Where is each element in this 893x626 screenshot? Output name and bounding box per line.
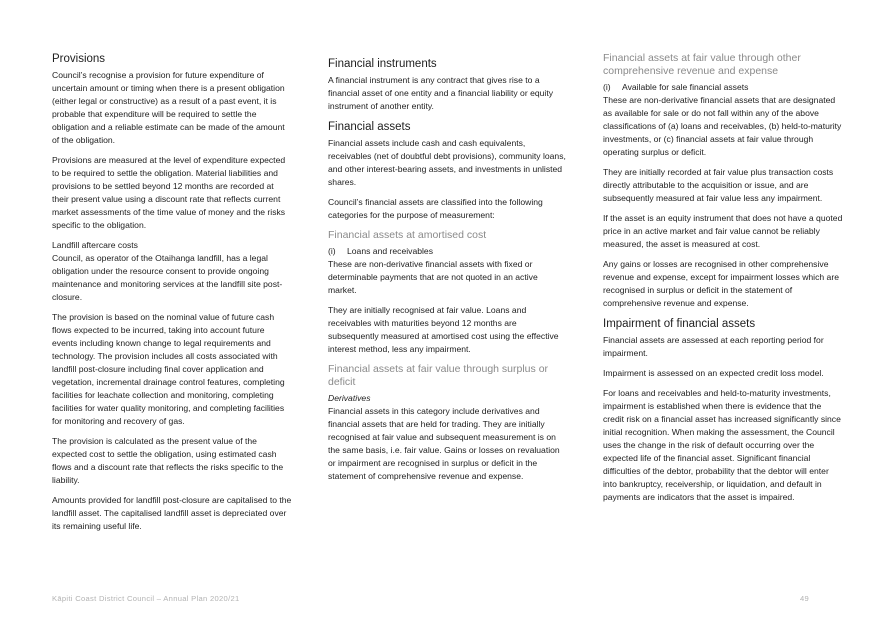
- financial-assets-heading: Financial assets: [328, 121, 411, 133]
- amortised-cost-heading: Financial assets at amortised cost: [328, 229, 487, 241]
- provisions-paragraph-2: Provisions are measured at the level of expenditure expected to be required to settle the obligation. Material liabilities and provisions to be settled beyond 12 months are recorded at their present value using a discount rate that reflects current market assessments of the time value of money and the risks specific to the obligation.: [52, 155, 286, 230]
- landfill-paragraph-2: The provision is based on the nominal value of future cash flows expected to be incurred, taking into account future events including known change to legal requirements and technology. The provision includes all costs associated with landfill post-closure including final cover application and vegetation, incremental drainage control features, completing facilities for leachate collection and monitoring, completing facilities for water quality monitoring, and completing facilities for monitoring and recovery of gas.: [52, 312, 285, 426]
- loans-number: (i): [328, 246, 336, 256]
- footer-title: Kāpiti Coast District Council – Annual Plan 2020/21: [52, 594, 240, 603]
- afs-label: Available for sale financial assets: [622, 82, 749, 92]
- provisions-heading: Provisions: [52, 53, 106, 65]
- loans-label: Loans and receivables: [347, 246, 433, 256]
- loans-paragraph-1: These are non-derivative financial assets with fixed or determinable payments that are not quoted in an active market.: [328, 259, 538, 295]
- afs-paragraph-3: If the asset is an equity instrument that does not have a quoted price in an active market and fair value cannot be reliably measured, the asset is measured at cost.: [603, 213, 843, 249]
- fvtpl-heading: Financial assets at fair value through surplus or deficit: [328, 363, 549, 388]
- financial-instruments-paragraph: A financial instrument is any contract that gives rise to a financial asset of one entity and a financial liability or equity instrument of another entity.: [328, 75, 554, 111]
- afs-paragraph-2: They are initially recorded at fair value plus transaction costs directly attributable to the acquisition or issue, and are subsequently measured at fair value less any impairment.: [603, 167, 834, 203]
- financial-assets-paragraph-2: Council’s financial assets are classified into the following categories for the purpose of measurement:: [328, 197, 543, 220]
- impairment-paragraph-2: Impairment is assessed on an expected credit loss model.: [603, 368, 824, 378]
- landfill-paragraph-1: Council, as operator of the Otaihanga landfill, has a legal obligation under the resource consent to provide ongoing maintenance and monitoring services at the landfill site post-closure.: [52, 253, 283, 302]
- derivatives-paragraph: Financial assets in this category include derivatives and financial assets that are held for trading. They are initially recognised at fair value and subsequent measurement is on the same basis, i.e. fair value. Gains or losses on revaluation or impairment are recognised in surplus or deficit in the statement of comprehensive revenue and expense.: [328, 406, 560, 481]
- landfill-paragraph-3: The provision is calculated as the present value of the expected cost to settle the obligation, using estimated cash flows and a discount rate that reflects the risks specific to the liability.: [52, 436, 284, 485]
- afs-paragraph-4: Any gains or losses are recognised in other comprehensive revenue and expense, except for impairment losses which are recognised in surplus or deficit in the statement of comprehensive revenue and expense.: [603, 259, 839, 308]
- landfill-aftercare-heading: Landfill aftercare costs: [52, 240, 138, 250]
- column-3: [603, 52, 843, 511]
- impairment-paragraph-3: For loans and receivables and held-to-maturity investments, impairment is established when there is evidence that the credit risk on a financial asset has increased significantly since initial recognition. When making the assessment, the Council uses the change in the risk of default occurring over the expected life of the financial asset. Significant financial difficulties of the debtor, probability that the debtor will enter into bankruptcy, receivership, or liquidation, and default in payments are indicators that the asset is impaired.: [603, 388, 841, 502]
- afs-number: (i): [603, 82, 611, 92]
- column-2: [328, 52, 568, 490]
- derivatives-subheading: Derivatives: [328, 393, 371, 403]
- impairment-heading: Impairment of financial assets: [603, 318, 756, 330]
- fvoci-heading: Financial assets at fair value through other comprehensive revenue and expense: [603, 52, 801, 77]
- provisions-paragraph-1: Council’s recognise a provision for future expenditure of uncertain amount or timing when there is a present obligation (either legal or constructive) as a result of a past event, it is probable that expenditure will be required to settle the obligation and a reliable estimate can be made of the amount of the obligation.: [52, 70, 285, 145]
- afs-paragraph-1: These are non-derivative financial assets that are designated as available for sale or do not fall within any of the above classifications of (a) loans and receivables, (b) held-to-maturity investments, or (c) financial assets at fair value through operating surplus or deficit.: [603, 95, 842, 157]
- impairment-paragraph-1: Financial assets are assessed at each reporting period for impairment.: [603, 335, 824, 358]
- financial-assets-paragraph-1: Financial assets include cash and cash equivalents, receivables (net of doubtful debt provisions), community loans, and other interest-bearing assets, and investments in unlisted shares.: [328, 138, 566, 187]
- afs-subheading: [603, 81, 843, 93]
- loans-receivables-subheading: [328, 245, 568, 257]
- loans-paragraph-2: They are initially recognised at fair value. Loans and receivables with maturities beyond 12 months are subsequently measured at amortised cost using the effective interest method, less any impairment.: [328, 305, 559, 354]
- financial-instruments-heading: Financial instruments: [328, 58, 437, 70]
- landfill-paragraph-4: Amounts provided for landfill post-closure are capitalised to the landfill asset. The capitalised landfill asset is depreciated over its remaining useful life.: [52, 495, 292, 531]
- column-1: [52, 52, 292, 540]
- page-number: 49: [800, 594, 810, 603]
